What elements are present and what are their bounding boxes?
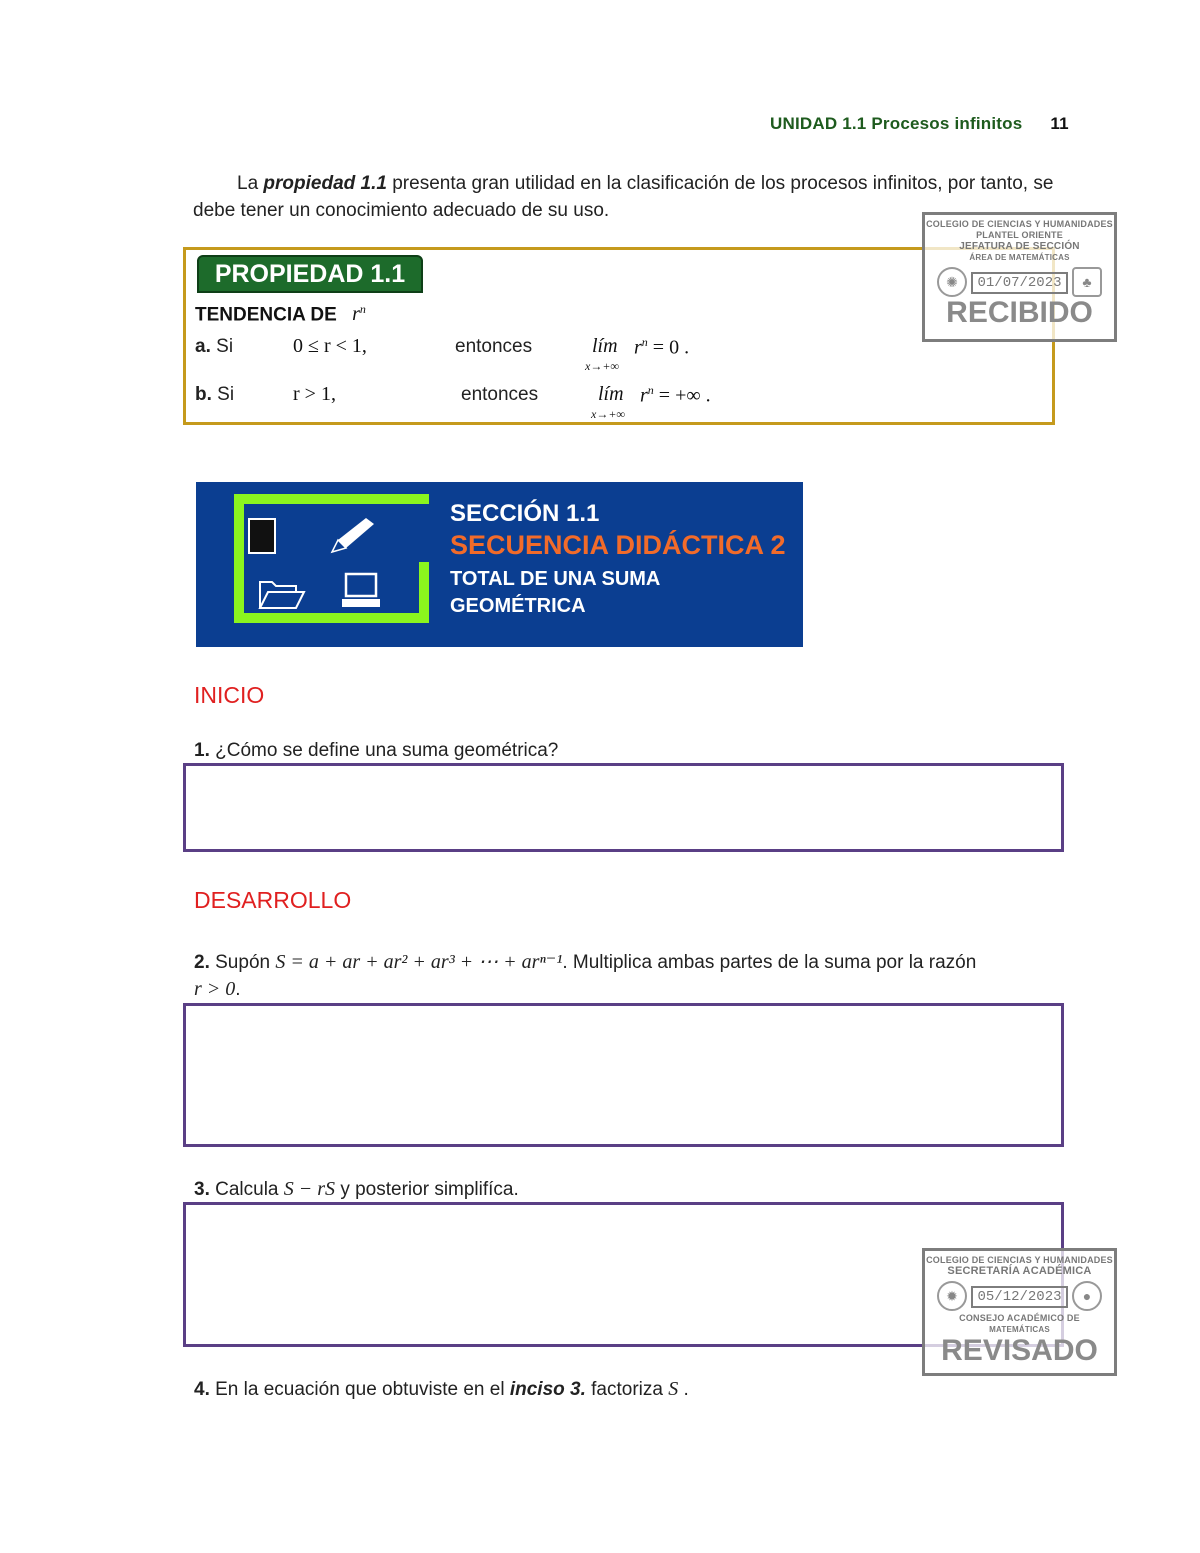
question-4: 4. En la ecuación que obtuviste en el inciso 3. factoriza S .	[194, 1378, 689, 1400]
frame-bottom	[234, 613, 429, 623]
stamp2-line1: COLEGIO DE CIENCIAS Y HUMANIDADES	[926, 1255, 1113, 1265]
property-row-a-expr: $r^n = 0$ .	[634, 335, 690, 359]
property-row-a-then: entonces	[455, 336, 533, 357]
intro-post: presenta gran utilidad en la clasificación de los procesos infinitos, por tanto, se debe tener un conocimiento adecuado de su uso.	[193, 173, 1054, 221]
property-row-a-condition: 0 ≤ r < 1,	[293, 335, 367, 357]
stamp1-big: RECIBIDO	[946, 296, 1093, 329]
page-number: 11	[1050, 114, 1069, 133]
stamp2-big: REVISADO	[941, 1334, 1098, 1367]
seal-icon: ●	[1072, 1281, 1102, 1311]
intro-emphasis: propiedad 1.1	[263, 173, 387, 194]
document-icon	[248, 518, 276, 554]
intro-pre: La	[237, 173, 264, 194]
question-3: 3. Calcula S − rS y posterior simplifíca.	[194, 1178, 519, 1200]
stamp1-line1: COLEGIO DE CIENCIAS Y HUMANIDADES	[926, 219, 1113, 229]
property-row-b-expr: $r^n$ = +∞ .	[640, 383, 711, 407]
stamp2-line2: SECRETARÍA ACADÉMICA	[947, 1265, 1092, 1277]
desarrollo-heading: DESARROLLO	[194, 887, 352, 913]
unit-title: UNIDAD 1.1 Procesos infinitos	[770, 114, 1023, 133]
property-row-a-lim: lím	[592, 335, 618, 357]
property-row-b-lim: lím	[598, 383, 624, 405]
emblem-icon: ✹	[937, 1281, 967, 1311]
property-title	[195, 302, 366, 326]
stamp1-date: 01/07/2023	[971, 272, 1067, 294]
property-row-a-label: a. Si	[195, 336, 234, 357]
stamp1-line4: ÁREA DE MATEMÁTICAS	[969, 253, 1070, 262]
stamp1-date-row	[925, 267, 1114, 297]
page-header	[770, 114, 1069, 134]
property-title-math: r	[352, 303, 360, 326]
property-row-b-limsub: x→+∞	[591, 407, 625, 421]
banner-sequence: SECUENCIA DIDÁCTICA 2	[450, 530, 786, 560]
stamp1-line2: PLANTEL ORIENTE	[976, 230, 1063, 240]
banner-topic: TOTAL DE UNA SUMA GEOMÉTRICA	[450, 568, 660, 617]
seal-icon: ✺	[937, 267, 967, 297]
property-tab: PROPIEDAD 1.1	[197, 255, 423, 293]
question-1: 1. ¿Cómo se define una suma geométrica?	[194, 740, 559, 761]
received-stamp	[922, 212, 1117, 342]
property-row-b-label: b. Si	[195, 384, 235, 405]
question-2-cont: r > 0.	[194, 978, 241, 1000]
pencil-icon	[328, 516, 376, 556]
banner-section: SECCIÓN 1.1	[450, 500, 600, 527]
tree-emblem-icon: ♣	[1072, 267, 1102, 297]
property-row-a-limsub: x→+∞	[585, 359, 619, 373]
frame-top	[234, 494, 429, 504]
q2-formula: S = a + ar + ar² + ar³ + ⋯ + arⁿ⁻¹	[275, 951, 563, 973]
property-row-b-condition: r > 1,	[293, 383, 336, 405]
property-row-b-then: entonces	[461, 384, 539, 405]
stamp2-date: 05/12/2023	[971, 1286, 1067, 1308]
property-title-exp: n	[359, 302, 366, 316]
frame-left	[234, 494, 244, 619]
inicio-heading: INICIO	[194, 682, 265, 708]
property-title-text: TENDENCIA DE	[195, 304, 337, 326]
frame-right	[419, 562, 429, 623]
answer-box-2[interactable]	[183, 1003, 1064, 1147]
stamp2-line3: CONSEJO ACADÉMICO DE	[959, 1313, 1080, 1323]
stamp1-line3: JEFATURA DE SECCIÓN	[959, 241, 1080, 252]
stamp2-line4: MATEMÁTICAS	[989, 1325, 1050, 1334]
folder-icon	[258, 578, 306, 610]
stamp2-date-row	[925, 1281, 1114, 1311]
laptop-icon	[340, 572, 382, 610]
question-2: 2. Supón S = a + ar + ar² + ar³ + ⋯ + arⁿ⁻¹. Multiplica ambas partes de la suma por la razón	[194, 951, 977, 973]
reviewed-stamp	[922, 1248, 1117, 1376]
answer-box-1[interactable]	[183, 763, 1064, 852]
